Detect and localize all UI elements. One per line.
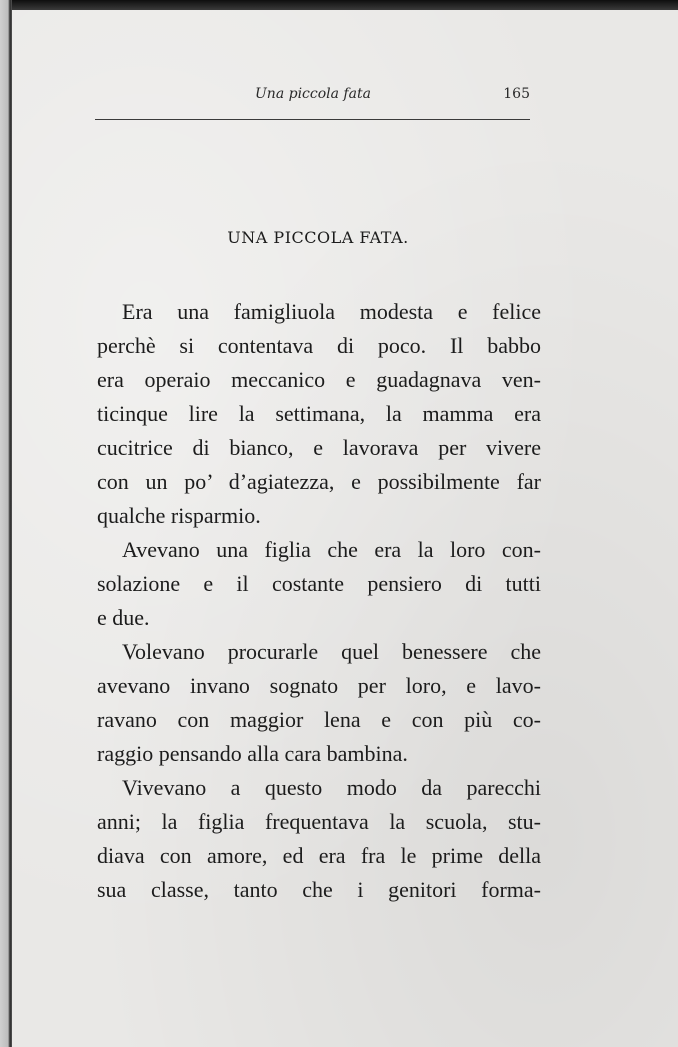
text-line: Avevano una figlia che era la loro con- <box>122 537 541 562</box>
paragraph-1 <box>97 295 541 533</box>
text-line: Era una famigliuola modesta e felice <box>122 299 541 324</box>
text-line: raggio pensando alla cara bambina. <box>97 741 408 766</box>
body-text <box>97 295 541 907</box>
text-line: diava con amore, ed era fra le prime della <box>97 843 541 868</box>
text-line: cucitrice di bianco, e lavorava per vivere <box>97 435 541 460</box>
running-head <box>95 84 530 108</box>
paragraph-3 <box>97 635 541 771</box>
text-line: ravano con maggior lena e con più co- <box>97 707 541 732</box>
text-line: Vivevano a questo modo da parecchi <box>122 775 541 800</box>
text-line: e due. <box>97 605 150 630</box>
paragraph-2 <box>97 533 541 635</box>
text-line: perchè si contentava di poco. Il babbo <box>97 333 541 358</box>
scan-left-edge <box>0 0 12 1047</box>
chapter-title: UNA PICCOLA FATA. <box>227 228 409 247</box>
paragraph-4 <box>97 771 541 907</box>
text-line: con un po’ d’agiatezza, e possibilmente far <box>97 469 541 494</box>
text-line: Volevano procurarle quel benessere che <box>122 639 541 664</box>
running-title: Una piccola fata <box>255 86 371 102</box>
page-number: 165 <box>503 86 530 102</box>
text-line: sua classe, tanto che i genitori forma- <box>97 877 541 902</box>
text-line: avevano invano sognato per loro, e lavo- <box>97 673 541 698</box>
text-line: solazione e il costante pensiero di tutti <box>97 571 541 596</box>
text-line: anni; la figlia frequentava la scuola, stu- <box>97 809 541 834</box>
text-line: qualche risparmio. <box>97 503 261 528</box>
header-rule <box>95 119 530 120</box>
text-line: era operaio meccanico e guadagnava ven- <box>97 367 541 392</box>
text-line: ticinque lire la settimana, la mamma era <box>97 401 541 426</box>
scan-top-edge <box>0 0 678 10</box>
